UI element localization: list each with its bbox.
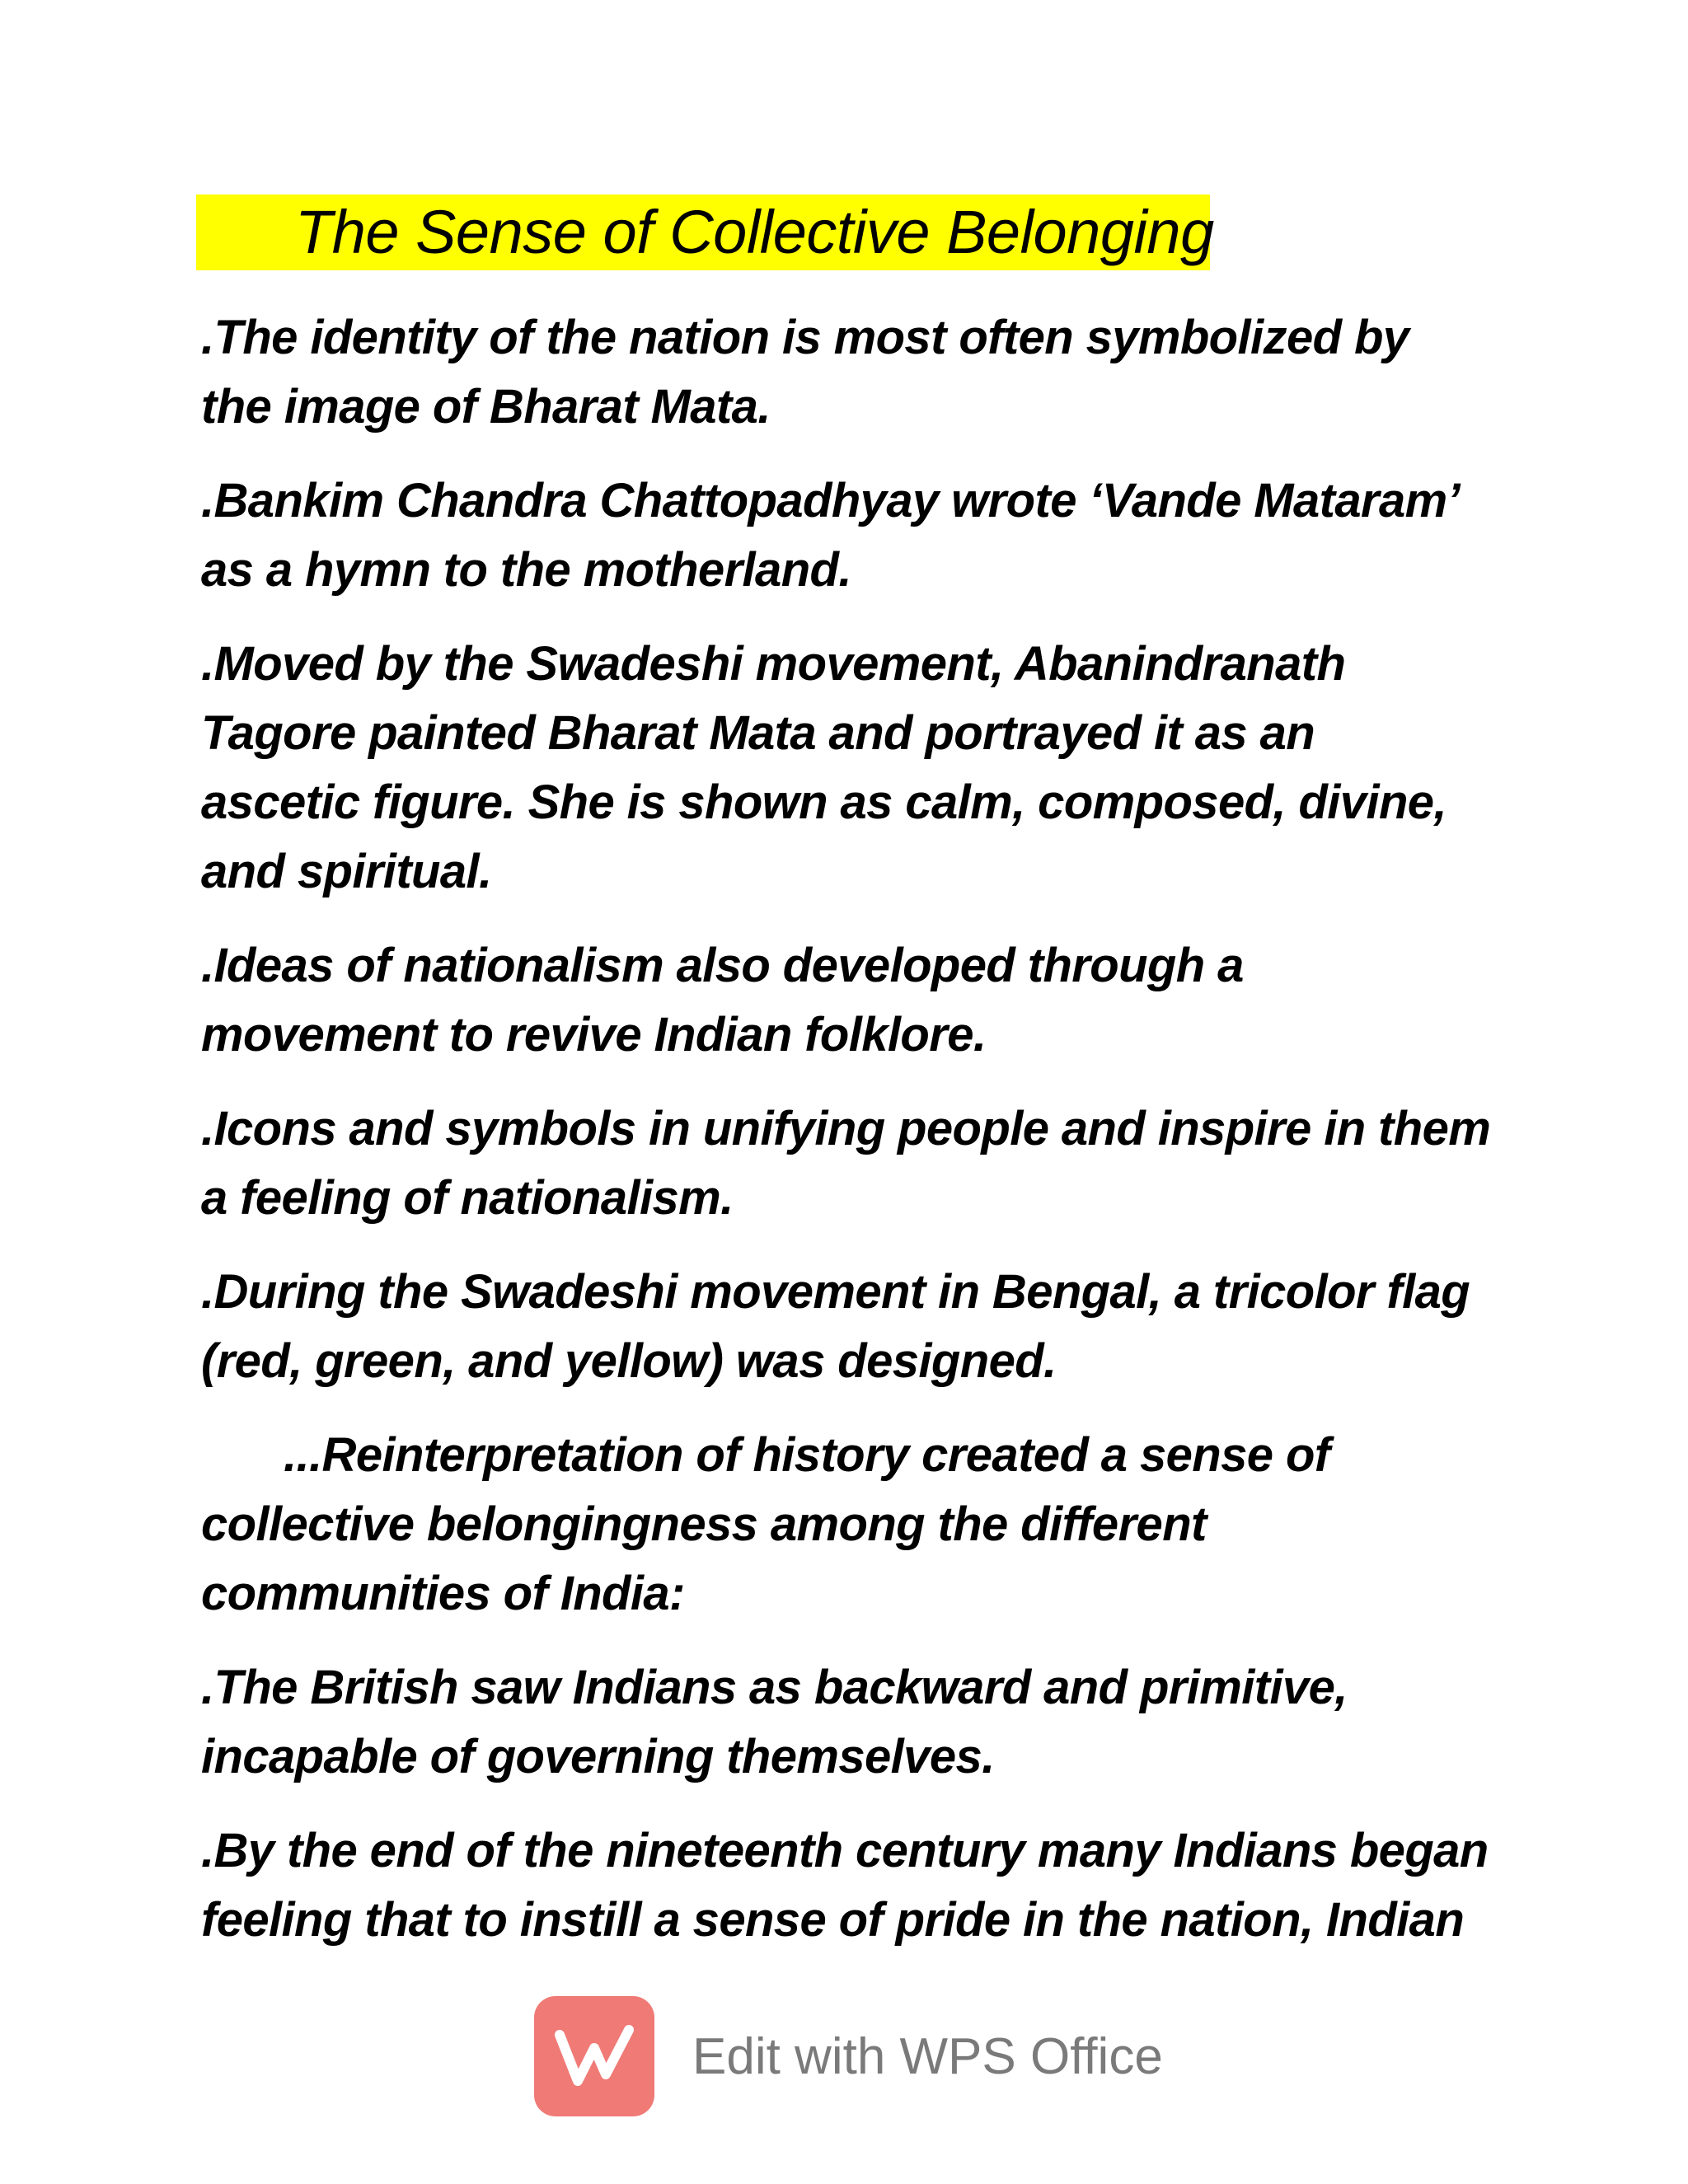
- text-line: .Bankim Chandra Chattopadhyay wrote ‘Vande Mataram’: [201, 474, 1461, 527]
- text-line: ascetic figure. She is shown as calm, composed, divine,: [201, 776, 1447, 829]
- text-line: .During the Swadeshi movement in Bengal, a tricolor flag: [201, 1265, 1470, 1319]
- wps-office-logo-icon[interactable]: [534, 1996, 654, 2116]
- paragraph-3: [201, 630, 1520, 907]
- text-line: .The British saw Indians as backward and primitive,: [201, 1661, 1348, 1714]
- text-line: and spiritual.: [201, 845, 492, 898]
- paragraph-9: [201, 1816, 1520, 1955]
- edit-with-wps-banner[interactable]: [534, 1996, 1163, 2116]
- text-line: .Icons and symbols in unifying people and inspire in them: [201, 1102, 1491, 1155]
- text-line: Tagore painted Bharat Mata and portrayed it as an: [201, 706, 1315, 760]
- document-body: [201, 303, 1520, 1980]
- text-line: (red, green, and yellow) was designed.: [201, 1334, 1057, 1388]
- text-line: ...Reinterpretation of history created a sense of: [284, 1428, 1330, 1482]
- text-line: collective belongingness among the different: [201, 1497, 1207, 1551]
- paragraph-4: [201, 931, 1520, 1070]
- text-line: feeling that to instill a sense of pride in the nation, Indian: [201, 1893, 1465, 1947]
- paragraph-7: [201, 1421, 1520, 1629]
- text-line: a feeling of nationalism.: [201, 1171, 734, 1225]
- paragraph-6: [201, 1258, 1520, 1396]
- text-line: movement to revive Indian folklore.: [201, 1008, 987, 1062]
- text-line: .Ideas of nationalism also developed through a: [201, 939, 1244, 992]
- text-line: as a hymn to the motherland.: [201, 543, 851, 597]
- edit-with-wps-label[interactable]: Edit with WPS Office: [692, 2027, 1163, 2085]
- text-line: the image of Bharat Mata.: [201, 380, 771, 434]
- text-line: .By the end of the nineteenth century many Indians began: [201, 1824, 1489, 1877]
- text-line: communities of India:: [201, 1567, 685, 1620]
- text-line: incapable of governing themselves.: [201, 1730, 995, 1783]
- paragraph-2: [201, 466, 1520, 605]
- paragraph-8: [201, 1653, 1520, 1792]
- wps-w-glyph-icon: [555, 2023, 634, 2089]
- text-line: .The identity of the nation is most often symbolized by: [201, 311, 1409, 364]
- page-title: The Sense of Collective Belonging: [295, 198, 1214, 266]
- paragraph-5: [201, 1094, 1520, 1233]
- text-line: .Moved by the Swadeshi movement, Abanindranath: [201, 637, 1346, 691]
- paragraph-1: [201, 303, 1520, 442]
